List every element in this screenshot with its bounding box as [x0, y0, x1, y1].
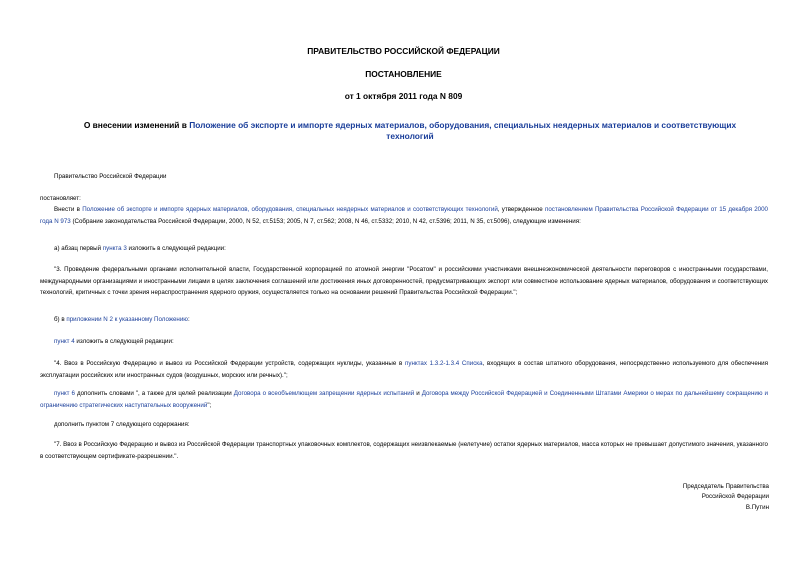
item-a	[54, 243, 226, 255]
signature-name: В.Путин	[745, 503, 769, 511]
point6-link[interactable]: пункт 6	[54, 390, 75, 397]
point3-link[interactable]: пункта 3	[102, 245, 127, 252]
quote-point-7: "7. Ввоз в Российскую Федерацию и вывоз из Российской Федерации транспортных упаковочных комплектов, содержащих неизвлекаемые (нелетучие) остатки ядерных материалов, масса которых не превышает допустимого значения, указанного в соответствующем сертификате-разрешении.".	[40, 441, 768, 460]
paragraph-amend	[40, 204, 768, 227]
list-items-link[interactable]: пунктах 1.3.2-1.3.4 Списка	[405, 360, 483, 367]
item-b	[54, 314, 190, 326]
point4-instruction	[54, 336, 174, 348]
title-prefix: О внесении изменений в	[83, 120, 190, 130]
item-b-pre: б) в	[54, 316, 67, 323]
decides-text: постановляет:	[40, 195, 81, 202]
p1-post: (Собрание законодательства Российской Федерации, 2000, N 52, ст.5153; 2005, N 7, ст.562; 2008, N 46, ст.5332; 2010, N 42, ст.5396; 2011, N 35, ст.5096), следующие изменения:	[70, 217, 581, 225]
document-title	[60, 120, 760, 142]
russia-usa-treaty-link[interactable]: Договора между Российской Федерацией и Соединенными Штатами Америки о мерах по дальнейшему сокращению и ограничению стратегических наступательных вооружений	[40, 390, 768, 409]
signature-title: Председатель Правительства	[682, 483, 769, 490]
signature-block	[683, 482, 769, 513]
signature-org: Российской Федерации	[701, 493, 769, 501]
item-b-post: :	[187, 316, 190, 323]
item-a-post: изложить в следующей редакции:	[126, 245, 226, 252]
point7-instruction: дополнить пунктом 7 следующего содержания:	[54, 421, 190, 428]
p1-pre: Внести в	[54, 206, 83, 213]
point6-instruction	[40, 388, 768, 411]
title-link[interactable]: Положение об экспорте и импорте ядерных материалов, оборудования, специальных неядерных материалов и соответствующих технологий	[189, 120, 737, 141]
quote4-pre: "4. Ввоз в Российскую Федерацию и вывоз из Российской Федерации устройств, содержащих нуклиды, указанные в	[54, 360, 405, 367]
date-number-heading: от 1 октября 2011 года N 809	[344, 91, 463, 101]
quote-point-3: "3. Проведение федеральными органами исполнительной власти, Государственной корпорацией по атомной энергии "Росатом" и российскими участниками внешнеэкономической деятельности переговоров с иностранными государствами, международными организациями и иностранными лицами в целях заключения соглашений или достижения иных договоренностей, предусматривающих экспорт или совместное использование ядерных материалов, оборудования и соответствующих технологий, критичных с точки зрения нераспространения ядерного оружия, осуществляется только на основании решений Правительства Российской Федерации.";	[40, 266, 768, 296]
quote-point-4	[40, 358, 768, 381]
point4-post: изложить в следующей редакции:	[74, 338, 174, 345]
point4-link[interactable]: пункт 4	[54, 338, 75, 345]
intro-text: Правительство Российской Федерации	[54, 173, 167, 180]
appendix-link[interactable]: приложении N 2 к указанному Положению	[66, 316, 188, 323]
test-ban-treaty-link[interactable]: Договора о всеобъемлющем запрещении ядерных испытаний	[233, 390, 415, 397]
regulation-link[interactable]: Положение об экспорте и импорте ядерных материалов, оборудования, специальных неядерных материалов и соответствующих технологий	[82, 206, 498, 213]
doc-type-heading: ПОСТАНОВЛЕНИЕ	[365, 69, 442, 79]
p1-mid: , утвержденное	[497, 206, 545, 213]
government-heading: ПРАВИТЕЛЬСТВО РОССИЙСКОЙ ФЕДЕРАЦИИ	[307, 46, 500, 56]
point6-mid: дополнить словами ", а также для целей реализации	[74, 390, 234, 397]
resolution-link[interactable]: постановлением Правительства Российской Федерации от 15 декабря 2000 года N 973	[40, 206, 768, 225]
quote4-post: , входящих в состав штатного оборудования, непосредственно используемого для обеспечения эксплуатации российских или иностранных судов (воздушных, морских или речных).";	[40, 360, 768, 379]
point6-post: ";	[207, 401, 212, 409]
item-a-pre: а) абзац первый	[54, 245, 103, 252]
point6-and: и	[414, 390, 422, 397]
